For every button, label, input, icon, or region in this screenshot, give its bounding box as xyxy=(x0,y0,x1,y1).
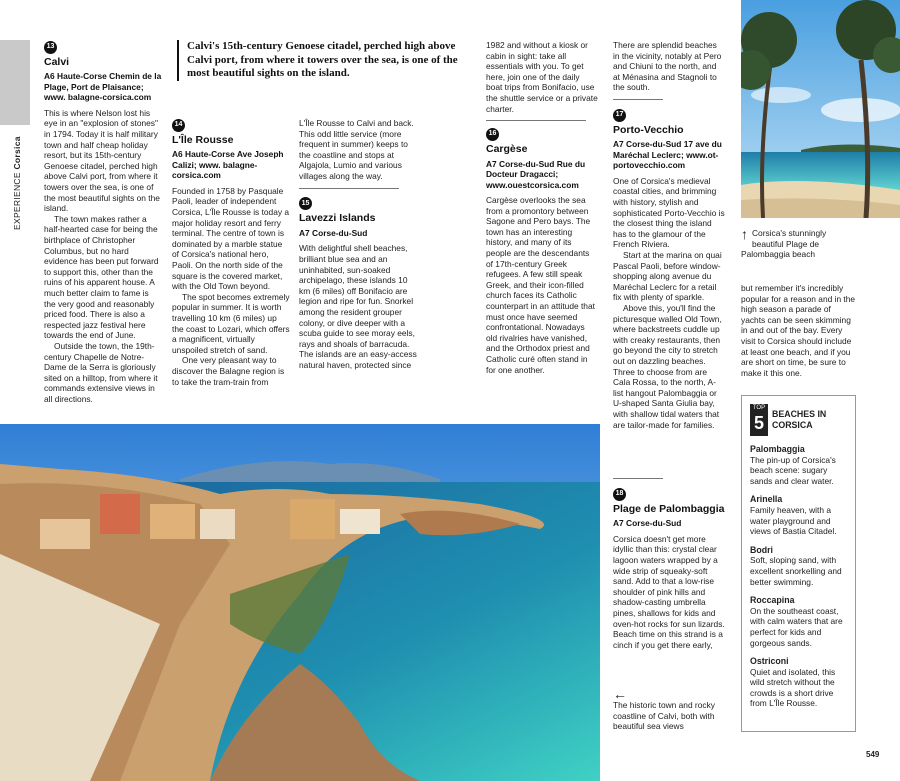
entry-meta: A7 Corse-du-Sud xyxy=(613,518,682,529)
divider xyxy=(613,478,663,479)
photo-calvi-coast xyxy=(0,424,600,781)
section-tab xyxy=(0,40,30,125)
entry-meta: A7 Corse-du-Sud xyxy=(299,227,368,238)
caption-text: Corsica's stunningly beautiful Plage de Palombaggia beach xyxy=(741,228,827,260)
entry-porto-vecchio xyxy=(613,40,725,430)
paragraph: Outside the town, the 19th-century Chapelle de Notre-Dame de la Serra is gloriously sited on a hilltop, from where it commands extensive views in all directions. xyxy=(44,340,158,404)
entry-number: 18 xyxy=(613,488,626,501)
pull-quote: Calvi's 15th-century Genoese citadel, perched high above Calvi port, from where it towers over the sea, is one of the most beautiful sights on the island. xyxy=(177,40,477,81)
divider xyxy=(613,99,663,100)
entry-meta: A6 Haute-Corse Ave Joseph Calizi; www. balagne-corsica.com xyxy=(172,149,284,181)
entry-number: 14 xyxy=(172,119,185,132)
list-item: Palombaggia The pin-up of Corsica's beach scene: sugary sands and clear water. xyxy=(750,444,836,486)
list-item: Ostriconi Quiet and isolated, this wild stretch without the crowds is a short drive from L'Île Rousse. xyxy=(750,656,836,709)
paragraph: This is where Nelson lost his eye in an "explosion of stones" in 1794. Today it is half military town and half cheap holiday resort, but its 15th-century Genoese citadel, perched high above Calvi port, from where it towers over the sea, is one of the most beautiful sights on the island. xyxy=(44,107,160,214)
paragraph: There are splendid beaches in the vicinity, notably at Pero and Chiuni to the north, and at Ménasina and Stagnoli to the south. xyxy=(613,40,722,93)
paragraph: Start at the marina on quai Pascal Paoli, before window-shopping along avenue du Maréchal Leclerc for a retail fix with plenty of sparkle. xyxy=(613,250,722,303)
paragraph: Corsica doesn't get more idyllic than this: crystal clear lagoon waters wrapped by a wide strip of squeaky-soft sand. Add to that a low-rise shoulder of pink hills and shadow-casting umbrella pines, shallows for kids and oven-hot rocks for sun lizards. Beach time on this strand is a cinch if you get there early, xyxy=(613,533,725,650)
caption-text: The historic town and rocky coastline of Calvi, both with beautiful sea views xyxy=(613,700,715,732)
top5-box xyxy=(741,395,856,732)
caption-calvi xyxy=(613,688,725,732)
entry-number: 16 xyxy=(486,128,499,141)
entry-title: L'Île Rousse xyxy=(172,133,234,146)
entry-title: Porto-Vecchio xyxy=(613,123,684,136)
entry-title: Plage de Palombaggia xyxy=(613,502,725,515)
entry-number: 13 xyxy=(44,41,57,54)
divider xyxy=(486,120,586,121)
paragraph: but remember it's incredibly popular for a reason and in the high season a parade of yachts can be seen skimming in and out of the bay. Every visit to Corsica should include at least one beach, and if you are short on time, be sure to make it this one. xyxy=(741,283,856,378)
caption-palombaggia xyxy=(741,228,859,260)
arrow-left-icon: ← xyxy=(613,686,627,702)
paragraph: One of Corsica's medieval coastal cities, and brimming with history, stylish and sophisticated Porto-Vecchio is the closest thing the island has to the glamour of the French Riviera. xyxy=(613,175,725,250)
section-label: EXPERIENCE Corsica xyxy=(12,136,22,230)
entry-title: Cargèse xyxy=(486,142,528,155)
entry-calvi xyxy=(44,40,162,405)
paragraph: The spot becomes extremely popular in summer. It is worth travelling 10 km (6 miles) up the coast to Lozari, which offers a magnificent, virtually unspoiled stretch of sand. xyxy=(172,291,290,355)
entry-ile-rousse xyxy=(172,118,290,387)
entry-meta: A7 Corse-du-Sud Rue du Docteur Dragacci; www.ouestcorsica.com xyxy=(486,158,586,190)
entry-meta: A6 Haute-Corse Chemin de la Plage, Port de Plaisance; www. balagne-corsica.com xyxy=(44,71,162,103)
entry-title: Calvi xyxy=(44,55,70,68)
paragraph: The town makes rather a half-hearted case for being the birthplace of Christopher Columbus, but no hard evidence has been put forward to support this, other than the ruins of his apparent house. A much better claim to fame is the very good and reasonably priced food. There is also a respected jazz festival here towards the end of June. xyxy=(44,213,159,341)
paragraph: One very pleasant way to discover the Balagne region is to take the tram-train from xyxy=(172,355,285,387)
paragraph: L'Île Rousse to Calvi and back. This odd little service (more frequent in summer) keeps to the coastline and stops at Algajola, Lumio and various villages along the way. xyxy=(299,118,414,181)
entry-title: Lavezzi Islands xyxy=(299,212,376,225)
column-3 xyxy=(299,118,417,371)
paragraph: Founded in 1758 by Pasquale Paoli, leader of independent Corsica, L'Île Rousse is today a major holiday resort and ferry terminal. The centre of town is dominated by a marble statue of Corsica's national hero, Paoli. On the north side of the square is the covered market, with the Old Town beyond. xyxy=(172,185,290,292)
photo-palombaggia-beach xyxy=(741,0,900,218)
top5-badge: TOP 5 xyxy=(750,404,768,436)
divider xyxy=(299,188,399,189)
list-item: Roccapina On the southeast coast, with calm waters that are perfect for kids and gorgeous sands. xyxy=(750,595,843,648)
arrow-up-icon: ↑ xyxy=(741,226,748,242)
page-number: 549 xyxy=(866,750,880,759)
top5-title: BEACHES IN CORSICA xyxy=(772,409,827,430)
entry-meta: A7 Corse-du-Sud 17 ave du Maréchal Leclerc; www.ot-portovecchio.com xyxy=(613,139,722,171)
paragraph: With delightful shell beaches, brilliant blue sea and an uninhabited, sun-soaked archipelago, these islands 10 km (6 miles) off Bonifacio are legion and ripe for fun. Snorkel among the resident grouper colony, or dive deeper with a scuba guide to see moray eels, rays and shoals of barracuda. The islands are an easy-access natural haven, protected since xyxy=(299,243,417,370)
list-item: Arinella Family heaven, with a water playground and views of Bastia Citadel. xyxy=(750,494,837,537)
paragraph: Cargèse overlooks the sea from a promontory between Sagone and Pero bays. The town has an interesting history, and many of its people are the descendants of 17th-century Greek refugees. A few still speak Greek, and their icon-filled church faces its Catholic counterpart in an attitude that must once have seemed confrontational. Nowadays old rivalries have vanished, and the Orthodox priest and Catholic curé often stand in for one another. xyxy=(486,195,595,375)
column-4 xyxy=(486,40,598,375)
paragraph: 1982 and without a kiosk or cabin in sight: take all essentials with you. To get here, join one of the daily boat trips from Bonifacio, use the shuttle service or a private charter. xyxy=(486,40,598,114)
list-item: Bodri Soft, sloping sand, with excellent snorkelling and better swimming. xyxy=(750,544,842,587)
entry-number: 15 xyxy=(299,197,312,210)
paragraph: Above this, you'll find the picturesque walled Old Town, where backstreets cuddle up with creaky restaurants, then go beyond the city to stretch out on dazzling beaches. Three to choose from are Cala Rossa, to the north, A-list hangout Palombaggia or U-shaped Santa Giulia bay, with shallow tidal waters that are tailor-made for families. xyxy=(613,302,722,430)
entry-palombaggia xyxy=(613,478,727,650)
entry-number: 17 xyxy=(613,109,626,122)
